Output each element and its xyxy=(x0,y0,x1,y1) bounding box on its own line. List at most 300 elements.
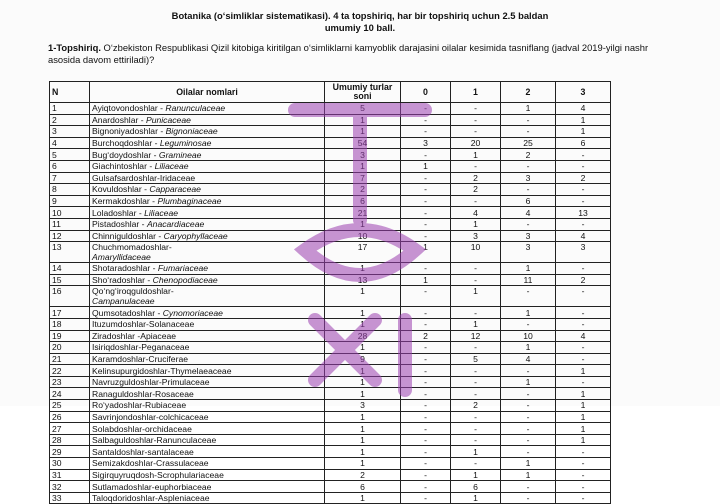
cell-n: 4 xyxy=(50,137,90,149)
cell-c3: - xyxy=(556,307,611,319)
cell-c3: - xyxy=(556,263,611,275)
cell-c0: - xyxy=(401,230,451,242)
cell-c0: - xyxy=(401,423,451,435)
cell-c0: - xyxy=(401,149,451,161)
cell-c1: 4 xyxy=(451,207,501,219)
cell-total: 3 xyxy=(325,400,401,412)
cell-family-name xyxy=(90,400,325,412)
family-local-name: Burchoqdoshlar - xyxy=(92,138,160,149)
cell-total: 1 xyxy=(325,458,401,470)
family-local-name: Karamdoshlar-Cruciferae xyxy=(92,353,188,364)
cell-c0: - xyxy=(401,195,451,207)
family-latin-name: Chenopodiaceae xyxy=(152,275,218,286)
family-latin-name: Punicaceae xyxy=(145,114,191,125)
table-row xyxy=(50,434,611,446)
cell-c3: - xyxy=(556,318,611,330)
table-row xyxy=(50,195,611,207)
cell-c0: - xyxy=(401,388,451,400)
family-latin-name: Leguminosae xyxy=(159,138,212,149)
cell-family-name xyxy=(90,172,325,184)
cell-total: 1 xyxy=(325,307,401,319)
cell-c1: - xyxy=(451,263,501,275)
cell-c0: - xyxy=(401,103,451,115)
cell-c3: - xyxy=(556,342,611,354)
cell-c1: 20 xyxy=(451,137,501,149)
cell-total: 5 xyxy=(325,103,401,115)
family-local-name: Ayiqtovondoshlar - xyxy=(92,103,166,114)
cell-c2: 3 xyxy=(501,172,556,184)
cell-total: 6 xyxy=(325,481,401,493)
table-row xyxy=(50,218,611,230)
table-row xyxy=(50,160,611,172)
cell-c3: 13 xyxy=(556,207,611,219)
cell-c3: - xyxy=(556,286,611,307)
cell-n: 14 xyxy=(50,263,90,275)
cell-c0: - xyxy=(401,114,451,126)
cell-c3: - xyxy=(556,149,611,161)
cell-family-name xyxy=(90,286,325,307)
header-n: N xyxy=(50,82,90,103)
cell-family-name xyxy=(90,434,325,446)
cell-c2: - xyxy=(501,434,556,446)
cell-n: 7 xyxy=(50,172,90,184)
cell-c0: - xyxy=(401,172,451,184)
cell-total: 3 xyxy=(325,149,401,161)
cell-c1: 10 xyxy=(451,242,501,263)
header-name: Oilalar nomlari xyxy=(90,82,325,103)
cell-c3: - xyxy=(556,469,611,481)
cell-c1: - xyxy=(451,114,501,126)
family-local-name: Pistadoshlar - xyxy=(92,219,147,230)
cell-c2: 4 xyxy=(501,207,556,219)
cell-n: 11 xyxy=(50,218,90,230)
cell-c0: 1 xyxy=(401,160,451,172)
header-c3: 3 xyxy=(556,82,611,103)
cell-c1: - xyxy=(451,434,501,446)
family-local-name: Shotaradoshlar - xyxy=(92,263,158,274)
cell-c2: 25 xyxy=(501,137,556,149)
table-row xyxy=(50,342,611,354)
cell-n: 12 xyxy=(50,230,90,242)
cell-c0: - xyxy=(401,218,451,230)
cell-total: 54 xyxy=(325,137,401,149)
cell-c2: - xyxy=(501,400,556,412)
cell-c3: 1 xyxy=(556,388,611,400)
cell-c0: - xyxy=(401,307,451,319)
cell-c1: - xyxy=(451,376,501,388)
table-row xyxy=(50,400,611,412)
header-total: Umumiy turlar soni xyxy=(325,82,401,103)
cell-n: 3 xyxy=(50,126,90,138)
cell-total: 1 xyxy=(325,286,401,307)
cell-n: 19 xyxy=(50,330,90,342)
cell-n: 5 xyxy=(50,149,90,161)
cell-c3: - xyxy=(556,353,611,365)
family-latin-name: Capparaceae xyxy=(149,184,201,195)
table-row xyxy=(50,353,611,365)
table-row xyxy=(50,184,611,196)
cell-family-name xyxy=(90,492,325,504)
family-latin-name: Plumbaginaceae xyxy=(157,196,222,207)
cell-c3: 1 xyxy=(556,400,611,412)
family-local-name: Solabdoshlar-orchidaceae xyxy=(92,423,192,434)
cell-total: 1 xyxy=(325,114,401,126)
cell-total: 1 xyxy=(325,376,401,388)
family-local-name: Kermakdoshlar - xyxy=(92,196,158,207)
cell-c3: 1 xyxy=(556,365,611,377)
cell-c2: - xyxy=(501,218,556,230)
cell-c3: - xyxy=(556,184,611,196)
cell-c3: 1 xyxy=(556,423,611,435)
cell-total: 9 xyxy=(325,353,401,365)
cell-family-name xyxy=(90,365,325,377)
cell-c0: - xyxy=(401,458,451,470)
title-line-2: umumiy 10 ball. xyxy=(324,22,396,33)
cell-n: 2 xyxy=(50,114,90,126)
cell-c2: - xyxy=(501,365,556,377)
table-row xyxy=(50,263,611,275)
cell-c3: 2 xyxy=(556,274,611,286)
table-row xyxy=(50,126,611,138)
cell-c2: - xyxy=(501,160,556,172)
cell-c1: - xyxy=(451,307,501,319)
family-latin-name: Anacardiaceae xyxy=(146,219,205,230)
cell-family-name xyxy=(90,274,325,286)
table-row xyxy=(50,172,611,184)
cell-family-name xyxy=(90,376,325,388)
document-title xyxy=(40,10,680,34)
table-row xyxy=(50,411,611,423)
family-local-name: Kelinsupurgidoshlar-Thymelaeaceae xyxy=(92,365,232,376)
family-local-name: Loladoshlar - xyxy=(92,207,145,218)
cell-total: 7 xyxy=(325,172,401,184)
family-local-name: Gulsafsardoshlar-Iridaceae xyxy=(92,172,196,183)
table-row xyxy=(50,307,611,319)
cell-c3: - xyxy=(556,218,611,230)
cell-total: 1 xyxy=(325,388,401,400)
table-row xyxy=(50,388,611,400)
cell-total: 1 xyxy=(325,423,401,435)
task-text: O‘zbekiston Respublikasi Qizil kitobiga kiritilgan o‘simliklarni kamyoblik darajasini oilalar kesimida tasniflang (jadval 2019-yilgi nashr asosida davom ettiriladi)? xyxy=(48,42,649,65)
cell-n: 13 xyxy=(50,242,90,263)
cell-c1: - xyxy=(451,388,501,400)
table-header-row xyxy=(50,82,611,103)
cell-c0: - xyxy=(401,286,451,307)
cell-family-name xyxy=(90,307,325,319)
family-local-name: Salbaguldoshlar-Ranunculaceae xyxy=(92,435,217,446)
cell-n: 21 xyxy=(50,353,90,365)
cell-total: 1 xyxy=(325,411,401,423)
task-description xyxy=(48,42,678,65)
table-row xyxy=(50,103,611,115)
table-row xyxy=(50,446,611,458)
cell-n: 10 xyxy=(50,207,90,219)
cell-total: 13 xyxy=(325,274,401,286)
cell-c1: 2 xyxy=(451,172,501,184)
cell-c3: 1 xyxy=(556,411,611,423)
family-local-name: Qumsotadoshlar - xyxy=(92,307,163,318)
cell-family-name xyxy=(90,207,325,219)
cell-c0: - xyxy=(401,342,451,354)
table-row xyxy=(50,423,611,435)
cell-family-name xyxy=(90,114,325,126)
family-latin-name: Caryophyllaceae xyxy=(163,230,228,241)
cell-n: 6 xyxy=(50,160,90,172)
cell-family-name xyxy=(90,242,325,263)
table-row xyxy=(50,365,611,377)
cell-c2: 1 xyxy=(501,376,556,388)
cell-family-name xyxy=(90,103,325,115)
cell-family-name xyxy=(90,160,325,172)
cell-family-name xyxy=(90,137,325,149)
cell-c1: 12 xyxy=(451,330,501,342)
table-row xyxy=(50,481,611,493)
family-latin-name: Liliaceae xyxy=(144,207,178,218)
cell-c1: - xyxy=(451,423,501,435)
cell-c1: 1 xyxy=(451,469,501,481)
family-local-name: Giachintoshlar - xyxy=(92,161,155,172)
family-local-name: Navruzguldoshlar-Primulaceae xyxy=(92,377,210,388)
cell-family-name xyxy=(90,446,325,458)
cell-c3: - xyxy=(556,458,611,470)
cell-c2: 1 xyxy=(501,263,556,275)
cell-c0: - xyxy=(401,400,451,412)
cell-c1: 1 xyxy=(451,286,501,307)
table-row xyxy=(50,230,611,242)
cell-c0: - xyxy=(401,365,451,377)
cell-c1: 1 xyxy=(451,149,501,161)
cell-c1: - xyxy=(451,365,501,377)
cell-family-name xyxy=(90,149,325,161)
cell-family-name xyxy=(90,423,325,435)
cell-total: 1 xyxy=(325,263,401,275)
cell-c3: 2 xyxy=(556,172,611,184)
cell-c0: - xyxy=(401,207,451,219)
cell-c0: - xyxy=(401,318,451,330)
cell-c2: 1 xyxy=(501,458,556,470)
family-local-name: Anardoshlar - xyxy=(92,114,146,125)
family-local-name: Sho‘radoshlar - xyxy=(92,275,153,286)
cell-n: 1 xyxy=(50,103,90,115)
cell-total: 1 xyxy=(325,446,401,458)
table-row xyxy=(50,242,611,263)
cell-c2: - xyxy=(501,318,556,330)
title-line-1: Botanika (o‘simliklar sistematikasi). 4 ta topshiriq, har bir topshiriq uchun 2.5 baldan xyxy=(171,10,549,21)
family-latin-name: Campanulaceae xyxy=(92,296,155,307)
cell-family-name xyxy=(90,218,325,230)
cell-total: 1 xyxy=(325,342,401,354)
cell-c1: 2 xyxy=(451,400,501,412)
cell-family-name xyxy=(90,230,325,242)
cell-family-name xyxy=(90,411,325,423)
family-latin-name: Bignoniaceae xyxy=(165,126,218,137)
family-local-name: Savrinjondoshlar-colchicaceae xyxy=(92,411,209,422)
cell-n: 22 xyxy=(50,365,90,377)
cell-n: 24 xyxy=(50,388,90,400)
cell-c0: 3 xyxy=(401,137,451,149)
cell-c3: 1 xyxy=(556,126,611,138)
cell-total: 17 xyxy=(325,242,401,263)
cell-c2: 1 xyxy=(501,469,556,481)
family-latin-name: Amaryllidaceae xyxy=(92,252,151,263)
cell-c3: - xyxy=(556,481,611,493)
cell-c2: 2 xyxy=(501,149,556,161)
family-local-name: Taloqdoridoshlar-Aspleniaceae xyxy=(92,493,210,504)
cell-family-name xyxy=(90,388,325,400)
cell-n: 23 xyxy=(50,376,90,388)
cell-c2: 10 xyxy=(501,330,556,342)
cell-n: 29 xyxy=(50,446,90,458)
family-latin-name: Gramineae xyxy=(158,149,202,160)
cell-n: 9 xyxy=(50,195,90,207)
cell-c3: - xyxy=(556,376,611,388)
cell-c2: 1 xyxy=(501,307,556,319)
table-row xyxy=(50,330,611,342)
cell-family-name xyxy=(90,342,325,354)
cell-c3: - xyxy=(556,195,611,207)
cell-c0: - xyxy=(401,446,451,458)
cell-c1: 2 xyxy=(451,184,501,196)
cell-c0: 1 xyxy=(401,274,451,286)
cell-c0: - xyxy=(401,353,451,365)
cell-total: 1 xyxy=(325,434,401,446)
cell-c2: - xyxy=(501,423,556,435)
cell-n: 8 xyxy=(50,184,90,196)
cell-c1: - xyxy=(451,126,501,138)
cell-c3: 1 xyxy=(556,114,611,126)
family-local-name: Ro‘yadoshlar-Rubiaceae xyxy=(92,400,187,411)
table-row xyxy=(50,286,611,307)
family-local-name: Santaldoshlar-santalaceae xyxy=(92,446,194,457)
cell-c0: - xyxy=(401,481,451,493)
cell-c3: 4 xyxy=(556,103,611,115)
cell-n: 32 xyxy=(50,481,90,493)
cell-c2: 4 xyxy=(501,353,556,365)
cell-total: 6 xyxy=(325,195,401,207)
cell-c3: 4 xyxy=(556,330,611,342)
cell-c0: 1 xyxy=(401,242,451,263)
cell-family-name xyxy=(90,184,325,196)
cell-n: 16 xyxy=(50,286,90,307)
family-latin-name: Cynomoriaceae xyxy=(162,307,223,318)
cell-c1: - xyxy=(451,274,501,286)
cell-c1: - xyxy=(451,160,501,172)
cell-total: 1 xyxy=(325,365,401,377)
header-c2: 2 xyxy=(501,82,556,103)
family-latin-name: Ranunculaceae xyxy=(165,103,226,114)
cell-c2: 3 xyxy=(501,230,556,242)
cell-c1: - xyxy=(451,458,501,470)
family-local-name: Sigirquyruqdosh-Scrophulariaceae xyxy=(92,469,224,480)
cell-total: 2 xyxy=(325,184,401,196)
cell-c0: - xyxy=(401,126,451,138)
table-row xyxy=(50,207,611,219)
family-local-name: Ranaguldoshlar-Rosaceae xyxy=(92,388,194,399)
cell-family-name xyxy=(90,126,325,138)
cell-c2: 11 xyxy=(501,274,556,286)
cell-c1: - xyxy=(451,411,501,423)
cell-n: 15 xyxy=(50,274,90,286)
cell-total: 1 xyxy=(325,160,401,172)
cell-c3: - xyxy=(556,492,611,504)
family-local-name: Kovuldoshlar - xyxy=(92,184,150,195)
cell-c2: - xyxy=(501,411,556,423)
cell-c0: - xyxy=(401,376,451,388)
cell-c2: - xyxy=(501,446,556,458)
cell-family-name xyxy=(90,458,325,470)
family-local-name: Bignoniyadoshlar - xyxy=(92,126,166,137)
cell-c3: 4 xyxy=(556,230,611,242)
cell-c1: - xyxy=(451,195,501,207)
cell-c1: 1 xyxy=(451,318,501,330)
table-row xyxy=(50,458,611,470)
cell-c0: - xyxy=(401,434,451,446)
family-latin-name: Fumariaceae xyxy=(157,263,209,274)
cell-total: 1 xyxy=(325,318,401,330)
cell-total: 1 xyxy=(325,126,401,138)
cell-total: 21 xyxy=(325,207,401,219)
cell-family-name xyxy=(90,353,325,365)
cell-total: 28 xyxy=(325,330,401,342)
table-row xyxy=(50,274,611,286)
cell-family-name xyxy=(90,195,325,207)
task-label: 1-Topshiriq. xyxy=(48,42,101,53)
cell-c2: - xyxy=(501,286,556,307)
cell-c1: 6 xyxy=(451,481,501,493)
cell-n: 27 xyxy=(50,423,90,435)
cell-c0: 2 xyxy=(401,330,451,342)
cell-n: 20 xyxy=(50,342,90,354)
cell-family-name xyxy=(90,469,325,481)
cell-c2: - xyxy=(501,481,556,493)
table-row xyxy=(50,318,611,330)
cell-c3: 1 xyxy=(556,434,611,446)
cell-c3: - xyxy=(556,446,611,458)
cell-total: 1 xyxy=(325,218,401,230)
cell-c1: 1 xyxy=(451,446,501,458)
cell-c2: - xyxy=(501,126,556,138)
cell-family-name xyxy=(90,318,325,330)
family-local-name: Chinniguldoshlar - xyxy=(92,230,164,241)
cell-c2: 6 xyxy=(501,195,556,207)
cell-total: 2 xyxy=(325,469,401,481)
cell-c1: 5 xyxy=(451,353,501,365)
cell-c3: 3 xyxy=(556,242,611,263)
table-row xyxy=(50,114,611,126)
cell-c1: - xyxy=(451,103,501,115)
cell-n: 30 xyxy=(50,458,90,470)
cell-c1: 1 xyxy=(451,492,501,504)
cell-c2: - xyxy=(501,492,556,504)
cell-n: 18 xyxy=(50,318,90,330)
cell-c2: - xyxy=(501,184,556,196)
family-local-name: Isiriqdoshlar-Peganaceae xyxy=(92,342,190,353)
cell-c1: - xyxy=(451,342,501,354)
cell-c3: 6 xyxy=(556,137,611,149)
cell-n: 28 xyxy=(50,434,90,446)
table-row xyxy=(50,492,611,504)
cell-c0: - xyxy=(401,184,451,196)
cell-n: 17 xyxy=(50,307,90,319)
cell-c0: - xyxy=(401,469,451,481)
header-c0: 0 xyxy=(401,82,451,103)
family-local-name: Semizakdoshlar-Crassulaceae xyxy=(92,458,209,469)
cell-n: 33 xyxy=(50,492,90,504)
table-row xyxy=(50,137,611,149)
header-c1: 1 xyxy=(451,82,501,103)
table-row xyxy=(50,469,611,481)
cell-family-name xyxy=(90,330,325,342)
